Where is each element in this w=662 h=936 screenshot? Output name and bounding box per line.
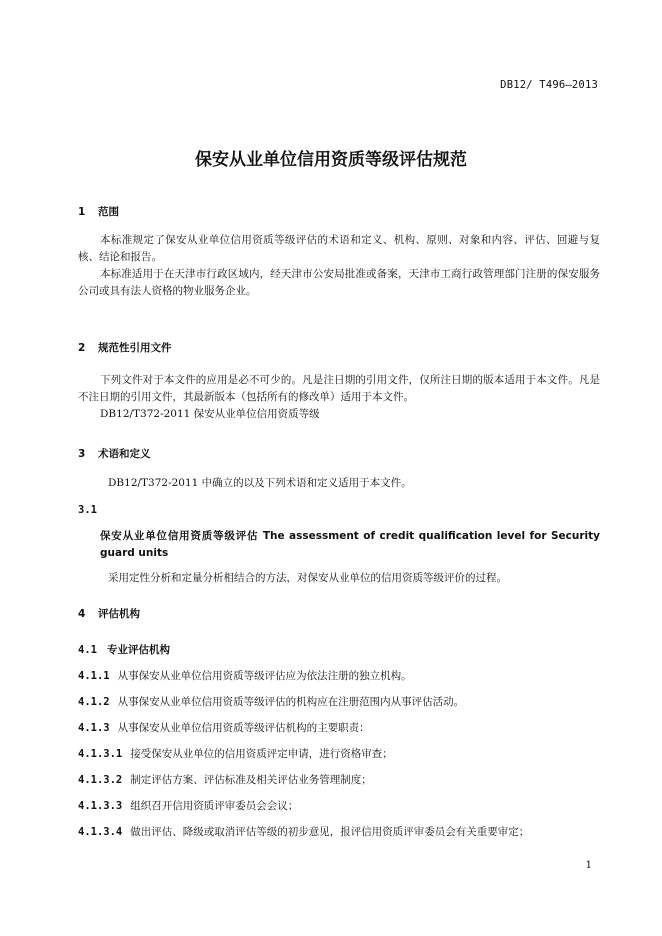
clause-number: 4.1.3.4 — [78, 826, 123, 838]
term-3-1-definition: 采用定性分析和定量分析相结合的方法，对保安从业单位的信用资质等级评价的过程。 — [108, 572, 507, 584]
section-title: 评估机构 — [98, 608, 140, 620]
term-3-1-number: 3.1 — [78, 504, 97, 516]
section-1-paragraph-2: 本标准适用于在天津市行政区域内，经天津市公安局批准或备案，天津市工商行政管理部门注册的保安服务公司或具有法人资格的物业服务企业。 — [78, 268, 600, 297]
clause-4-1-3-3 — [78, 798, 298, 813]
clause-number: 4.1.1 — [78, 670, 110, 682]
section-title: 范围 — [98, 206, 119, 218]
clause-text: 组织召开信用资质评审委员会会议； — [130, 800, 299, 812]
section-2-heading — [78, 340, 172, 355]
clause-number: 4.1.3.3 — [78, 800, 123, 812]
clause-4-1-3-2 — [78, 772, 372, 787]
section-3-paragraph-1: DB12/T372-2011 中确立的以及下列术语和定义适用于本文件。 — [108, 477, 412, 489]
clause-4-1-3-4 — [78, 824, 529, 839]
clause-text: 从事保安从业单位信用资质等级评估应为依法注册的独立机构。 — [117, 670, 412, 682]
clause-text: 做出评估、降级或取消评估等级的初步意见，报评信用资质评审委员会有关重要审定； — [130, 826, 530, 838]
clause-4-1-3 — [78, 720, 370, 735]
clause-number: 4.1.2 — [78, 696, 110, 708]
clause-number: 4.1.3.1 — [78, 748, 123, 760]
subsection-4-1-heading — [78, 642, 170, 657]
section-1-paragraph-1: 本标准规定了保安从业单位信用资质等级评估的术语和定义、机构、原则、对象和内容、评估、回避与复核、结论和报告。 — [78, 234, 600, 263]
section-3-heading — [78, 446, 151, 461]
clause-text: 制定评估方案、评估标准及相关评估业务管理制度； — [130, 774, 372, 786]
clause-number: 4.1.3 — [78, 722, 110, 734]
doc-code: DB12/ T496—2013 — [500, 79, 598, 91]
section-2-paragraph-1: 下列文件对于本文件的应用是必不可少的。凡是注日期的引用文件，仅所注日期的版本适用于本文件。凡是不注日期的引用文件，其最新版本（包括所有的修改单）适用于本文件。 — [78, 374, 600, 403]
section-number: 3 — [78, 448, 86, 460]
section-number: 2 — [78, 342, 86, 354]
clause-number: 4.1.3.2 — [78, 774, 123, 786]
page-number: 1 — [585, 860, 592, 871]
clause-4-1-3-1 — [78, 746, 393, 761]
subsection-number: 4.1 — [78, 644, 97, 656]
section-1-heading — [78, 204, 119, 219]
section-title: 术语和定义 — [98, 448, 151, 460]
clause-4-1-2 — [78, 694, 464, 709]
subsection-title: 专业评估机构 — [106, 644, 170, 656]
clause-text: 从事保安从业单位信用资质等级评估的机构应在注册范围内从事评估活动。 — [117, 696, 465, 708]
section-title: 规范性引用文件 — [98, 342, 172, 354]
clause-text: 接受保安从业单位的信用资质评定申请，进行资格审查； — [130, 748, 393, 760]
section-2-reference: DB12/T372-2011 保安从业单位信用资质等级 — [100, 408, 320, 420]
clause-4-1-1 — [78, 668, 412, 683]
section-number: 1 — [78, 206, 86, 218]
section-number: 4 — [78, 608, 86, 620]
term-3-1-title: 保安从业单位信用资质等级评估 The assessment of credit qualification level for Security guard units — [100, 530, 600, 559]
section-4-heading — [78, 606, 140, 621]
clause-text: 从事保安从业单位信用资质等级评估机构的主要职责： — [117, 722, 370, 734]
page-title: 保安从业单位信用资质等级评估规范 — [195, 150, 467, 170]
